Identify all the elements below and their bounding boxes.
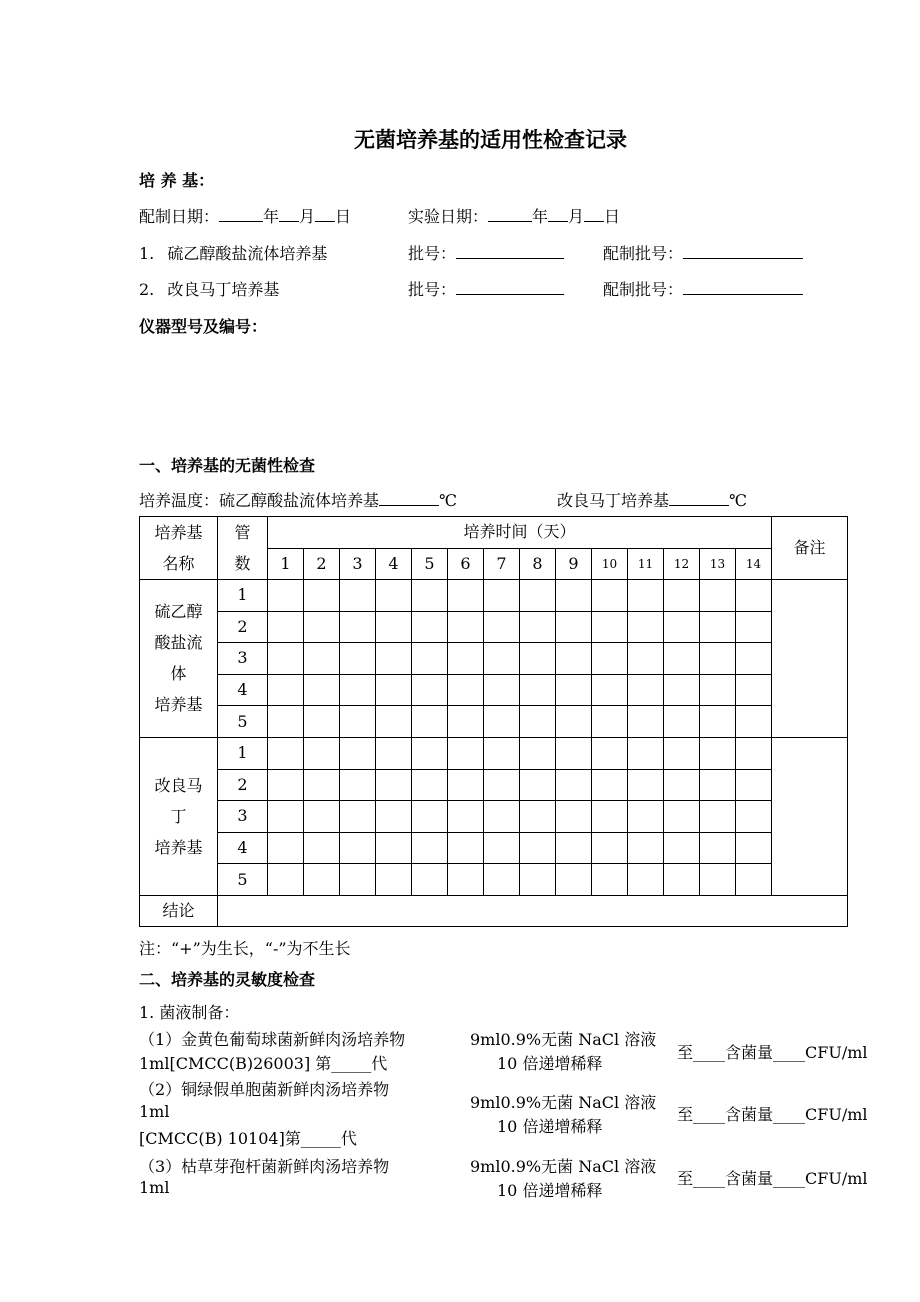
result-cell[interactable] bbox=[592, 864, 628, 896]
day-header: 12 bbox=[664, 548, 700, 580]
prep-date-row bbox=[139, 204, 351, 227]
result-cell[interactable] bbox=[736, 674, 772, 706]
result-cell[interactable] bbox=[736, 643, 772, 675]
result-cell[interactable] bbox=[520, 643, 556, 675]
prep-batch-label: 配制批号： bbox=[603, 280, 684, 299]
result-cell[interactable] bbox=[700, 737, 736, 769]
result-cell[interactable] bbox=[520, 832, 556, 864]
result-cell[interactable] bbox=[736, 706, 772, 738]
batch-field[interactable] bbox=[456, 280, 564, 295]
result-cell[interactable] bbox=[412, 864, 448, 896]
result-cell[interactable] bbox=[736, 737, 772, 769]
result-cell[interactable] bbox=[736, 580, 772, 612]
result-cell[interactable] bbox=[448, 611, 484, 643]
result-cell[interactable] bbox=[412, 674, 448, 706]
medium-name: 改良马丁培养基 bbox=[167, 280, 280, 299]
header-remark: 备注 bbox=[772, 517, 848, 580]
year-label: 年 bbox=[263, 207, 280, 226]
result-cell[interactable] bbox=[700, 580, 736, 612]
result-cell[interactable] bbox=[484, 769, 520, 801]
result-cell[interactable] bbox=[664, 832, 700, 864]
batch-row-2 bbox=[408, 277, 564, 300]
day-header: 14 bbox=[736, 548, 772, 580]
strain-3-line1: （3）枯草芽孢杆菌新鲜肉汤培养物 bbox=[139, 1157, 390, 1176]
medium-name-line: 酸盐流 bbox=[154, 633, 203, 653]
temp-unit: ℃ bbox=[729, 491, 747, 510]
result-cell[interactable] bbox=[700, 832, 736, 864]
result-cell[interactable] bbox=[484, 864, 520, 896]
section2-sub1: 1. 菌液制备： bbox=[139, 1003, 240, 1022]
result-cell[interactable] bbox=[736, 832, 772, 864]
result-cell[interactable] bbox=[520, 674, 556, 706]
result-cell[interactable] bbox=[556, 580, 592, 612]
conclusion-cell[interactable] bbox=[218, 895, 848, 926]
result-cell[interactable] bbox=[376, 737, 412, 769]
strain-2-line1: （2）铜绿假单胞菌新鲜肉汤培养物 bbox=[139, 1080, 390, 1099]
result-cell[interactable] bbox=[556, 737, 592, 769]
result-cell[interactable] bbox=[484, 801, 520, 833]
strain-1-line1: （1）金黄色葡萄球菌新鲜肉汤培养物 bbox=[139, 1030, 406, 1049]
result-cell[interactable] bbox=[664, 737, 700, 769]
result-cell[interactable] bbox=[340, 769, 376, 801]
header-text: 培养基 bbox=[154, 523, 203, 542]
table-row bbox=[140, 864, 848, 896]
test-date-label: 实验日期： bbox=[408, 207, 489, 226]
temp-row bbox=[139, 488, 457, 511]
result-cell[interactable] bbox=[448, 801, 484, 833]
result-cell[interactable] bbox=[376, 769, 412, 801]
result-cell[interactable] bbox=[448, 674, 484, 706]
result-3: 至____含菌量____CFU/ml bbox=[677, 1169, 868, 1188]
result-cell[interactable] bbox=[304, 611, 340, 643]
result-cell[interactable] bbox=[700, 769, 736, 801]
batch-label: 批号： bbox=[408, 280, 457, 299]
result-cell[interactable] bbox=[340, 674, 376, 706]
result-cell[interactable] bbox=[412, 769, 448, 801]
day-header: 5 bbox=[412, 548, 448, 580]
result-cell[interactable] bbox=[412, 832, 448, 864]
medium-number: 2. bbox=[139, 280, 155, 299]
batch-field[interactable] bbox=[456, 244, 564, 259]
result-cell[interactable] bbox=[304, 674, 340, 706]
result-cell[interactable] bbox=[520, 737, 556, 769]
prep-year-field[interactable] bbox=[219, 207, 263, 222]
result-cell[interactable] bbox=[412, 737, 448, 769]
result-cell[interactable] bbox=[340, 580, 376, 612]
header-text: 管 bbox=[234, 523, 251, 542]
result-cell[interactable] bbox=[484, 580, 520, 612]
result-cell[interactable] bbox=[412, 580, 448, 612]
header-culture-time: 培养时间（天） bbox=[268, 517, 772, 549]
result-cell[interactable] bbox=[340, 706, 376, 738]
instrument-label: 仪器型号及编号： bbox=[139, 317, 268, 336]
result-cell[interactable] bbox=[520, 611, 556, 643]
medium-name-cell bbox=[140, 737, 218, 895]
result-cell[interactable] bbox=[592, 674, 628, 706]
day-label: 日 bbox=[604, 207, 621, 226]
tube-number: 3 bbox=[218, 801, 268, 833]
result-cell[interactable] bbox=[340, 832, 376, 864]
strain-1-line2: 1ml[CMCC(B)26003] 第_____代 bbox=[139, 1054, 388, 1073]
prep-day-field[interactable] bbox=[315, 207, 335, 222]
result-cell[interactable] bbox=[592, 580, 628, 612]
month-label: 月 bbox=[299, 207, 316, 226]
remark-cell[interactable] bbox=[772, 737, 848, 895]
result-cell[interactable] bbox=[340, 643, 376, 675]
result-cell[interactable] bbox=[412, 643, 448, 675]
result-cell[interactable] bbox=[700, 706, 736, 738]
medium-name-line: 体 bbox=[170, 664, 187, 684]
result-cell[interactable] bbox=[628, 864, 664, 896]
result-cell[interactable] bbox=[628, 801, 664, 833]
result-cell[interactable] bbox=[484, 832, 520, 864]
batch-row-1 bbox=[408, 241, 564, 264]
prep-batch-row-1 bbox=[603, 241, 803, 264]
tube-number: 4 bbox=[218, 674, 268, 706]
temp-field-2[interactable] bbox=[669, 491, 729, 506]
result-cell[interactable] bbox=[268, 737, 304, 769]
result-cell[interactable] bbox=[268, 611, 304, 643]
medium-name-line: 丁 bbox=[170, 806, 187, 826]
day-header: 1 bbox=[268, 548, 304, 580]
medium-number: 1. bbox=[139, 244, 155, 263]
section1-heading: 一、培养基的无菌性检查 bbox=[139, 456, 316, 475]
dilution-2-line1: 9ml0.9%无菌 NaCl 溶液 bbox=[470, 1093, 657, 1112]
test-month-field[interactable] bbox=[548, 207, 568, 222]
result-cell[interactable] bbox=[448, 769, 484, 801]
result-1: 至____含菌量____CFU/ml bbox=[677, 1043, 868, 1062]
tube-number: 5 bbox=[218, 864, 268, 896]
result-cell[interactable] bbox=[664, 864, 700, 896]
prep-batch-label: 配制批号： bbox=[603, 244, 684, 263]
result-cell[interactable] bbox=[592, 706, 628, 738]
result-cell[interactable] bbox=[520, 769, 556, 801]
result-cell[interactable] bbox=[484, 674, 520, 706]
day-header: 4 bbox=[376, 548, 412, 580]
result-cell[interactable] bbox=[484, 706, 520, 738]
result-cell[interactable] bbox=[736, 611, 772, 643]
result-cell[interactable] bbox=[736, 864, 772, 896]
table-row bbox=[140, 737, 848, 769]
result-cell[interactable] bbox=[376, 832, 412, 864]
day-header: 7 bbox=[484, 548, 520, 580]
prep-batch-field[interactable] bbox=[683, 244, 803, 259]
result-cell[interactable] bbox=[556, 611, 592, 643]
header-medium-name bbox=[140, 517, 218, 580]
batch-label: 批号： bbox=[408, 244, 457, 263]
result-cell[interactable] bbox=[376, 643, 412, 675]
result-cell[interactable] bbox=[304, 864, 340, 896]
section2-heading: 二、培养基的灵敏度检查 bbox=[139, 970, 316, 989]
table-row bbox=[140, 769, 848, 801]
result-cell[interactable] bbox=[700, 611, 736, 643]
sterility-table bbox=[139, 516, 848, 927]
result-cell[interactable] bbox=[556, 706, 592, 738]
tube-number: 2 bbox=[218, 611, 268, 643]
result-cell[interactable] bbox=[268, 864, 304, 896]
day-label: 日 bbox=[335, 207, 352, 226]
result-cell[interactable] bbox=[304, 643, 340, 675]
result-cell[interactable] bbox=[448, 706, 484, 738]
tube-number: 5 bbox=[218, 706, 268, 738]
result-cell[interactable] bbox=[412, 706, 448, 738]
result-cell[interactable] bbox=[340, 801, 376, 833]
result-cell[interactable] bbox=[664, 674, 700, 706]
header-tube-count bbox=[218, 517, 268, 580]
result-cell[interactable] bbox=[520, 801, 556, 833]
day-header: 6 bbox=[448, 548, 484, 580]
result-cell[interactable] bbox=[340, 737, 376, 769]
medium-row-1 bbox=[139, 241, 327, 264]
tube-number: 4 bbox=[218, 832, 268, 864]
result-cell[interactable] bbox=[628, 611, 664, 643]
medium-name-line: 硫乙醇 bbox=[154, 602, 203, 622]
result-cell[interactable] bbox=[412, 801, 448, 833]
day-header: 3 bbox=[340, 548, 376, 580]
result-cell[interactable] bbox=[592, 737, 628, 769]
result-cell[interactable] bbox=[484, 643, 520, 675]
result-cell[interactable] bbox=[304, 801, 340, 833]
tube-number: 2 bbox=[218, 769, 268, 801]
result-cell[interactable] bbox=[700, 801, 736, 833]
day-header: 11 bbox=[628, 548, 664, 580]
day-header: 10 bbox=[592, 548, 628, 580]
result-cell[interactable] bbox=[556, 674, 592, 706]
prep-month-field[interactable] bbox=[279, 207, 299, 222]
test-year-field[interactable] bbox=[488, 207, 532, 222]
result-cell[interactable] bbox=[448, 580, 484, 612]
test-date-row bbox=[408, 204, 620, 227]
medium-name-line: 改良马 bbox=[154, 775, 203, 795]
table-row bbox=[140, 832, 848, 864]
day-header: 13 bbox=[700, 548, 736, 580]
header-text: 数 bbox=[234, 554, 251, 573]
table-row bbox=[140, 580, 848, 612]
result-cell[interactable] bbox=[412, 611, 448, 643]
temp-label-2: 改良马丁培养基 bbox=[557, 491, 670, 510]
result-cell[interactable] bbox=[700, 643, 736, 675]
table-row bbox=[140, 611, 848, 643]
result-cell[interactable] bbox=[376, 801, 412, 833]
result-cell[interactable] bbox=[304, 832, 340, 864]
result-cell[interactable] bbox=[520, 580, 556, 612]
month-label: 月 bbox=[568, 207, 585, 226]
day-header: 2 bbox=[304, 548, 340, 580]
result-cell[interactable] bbox=[628, 643, 664, 675]
prep-date-label: 配制日期： bbox=[139, 207, 220, 226]
medium-name-line: 培养基 bbox=[154, 695, 203, 715]
strain-2-line3: [CMCC(B) 10104]第_____代 bbox=[139, 1129, 357, 1148]
result-cell[interactable] bbox=[304, 706, 340, 738]
day-header: 8 bbox=[520, 548, 556, 580]
result-cell[interactable] bbox=[340, 611, 376, 643]
page-title: 无菌培养基的适用性检查记录 bbox=[354, 128, 627, 152]
result-cell[interactable] bbox=[304, 580, 340, 612]
table-row bbox=[140, 706, 848, 738]
day-header: 9 bbox=[556, 548, 592, 580]
prep-batch-row-2 bbox=[603, 277, 803, 300]
remark-cell[interactable] bbox=[772, 580, 848, 738]
medium-row-2 bbox=[139, 277, 279, 300]
result-cell[interactable] bbox=[484, 611, 520, 643]
result-cell[interactable] bbox=[376, 580, 412, 612]
result-cell[interactable] bbox=[556, 769, 592, 801]
result-cell[interactable] bbox=[664, 580, 700, 612]
result-cell[interactable] bbox=[664, 801, 700, 833]
dilution-1-line2: 10 倍递增稀释 bbox=[497, 1054, 603, 1073]
result-cell[interactable] bbox=[268, 706, 304, 738]
temp-row-2 bbox=[557, 488, 747, 511]
temp-field-1[interactable] bbox=[379, 491, 439, 506]
result-cell[interactable] bbox=[628, 737, 664, 769]
medium-label: 培 养 基： bbox=[139, 171, 215, 190]
result-cell[interactable] bbox=[376, 611, 412, 643]
result-cell[interactable] bbox=[448, 864, 484, 896]
result-cell[interactable] bbox=[700, 864, 736, 896]
result-cell[interactable] bbox=[628, 832, 664, 864]
result-cell[interactable] bbox=[664, 706, 700, 738]
temp-label: 培养温度：硫乙醇酸盐流体培养基 bbox=[139, 491, 380, 510]
result-cell[interactable] bbox=[376, 864, 412, 896]
tube-number: 1 bbox=[218, 580, 268, 612]
result-cell[interactable] bbox=[592, 611, 628, 643]
result-cell[interactable] bbox=[628, 706, 664, 738]
result-cell[interactable] bbox=[664, 611, 700, 643]
result-2: 至____含菌量____CFU/ml bbox=[677, 1105, 868, 1124]
result-cell[interactable] bbox=[664, 643, 700, 675]
table-row bbox=[140, 801, 848, 833]
table-row bbox=[140, 674, 848, 706]
year-label: 年 bbox=[532, 207, 549, 226]
strain-2-line2: 1ml bbox=[139, 1102, 170, 1121]
result-cell[interactable] bbox=[268, 580, 304, 612]
test-day-field[interactable] bbox=[584, 207, 604, 222]
dilution-3-line1: 9ml0.9%无菌 NaCl 溶液 bbox=[470, 1157, 657, 1176]
table-row bbox=[140, 643, 848, 675]
result-cell[interactable] bbox=[736, 801, 772, 833]
strain-3-line2: 1ml bbox=[139, 1178, 170, 1197]
result-cell[interactable] bbox=[448, 737, 484, 769]
tube-number: 3 bbox=[218, 643, 268, 675]
result-cell[interactable] bbox=[556, 643, 592, 675]
result-cell[interactable] bbox=[628, 769, 664, 801]
tube-number: 1 bbox=[218, 737, 268, 769]
result-cell[interactable] bbox=[268, 801, 304, 833]
result-cell[interactable] bbox=[448, 643, 484, 675]
result-cell[interactable] bbox=[592, 769, 628, 801]
result-cell[interactable] bbox=[268, 769, 304, 801]
result-cell[interactable] bbox=[664, 769, 700, 801]
dilution-2-line2: 10 倍递增稀释 bbox=[497, 1117, 603, 1136]
result-cell[interactable] bbox=[376, 706, 412, 738]
result-cell[interactable] bbox=[304, 769, 340, 801]
result-cell[interactable] bbox=[520, 706, 556, 738]
result-cell[interactable] bbox=[736, 769, 772, 801]
conclusion-label: 结论 bbox=[140, 895, 218, 926]
result-cell[interactable] bbox=[268, 674, 304, 706]
medium-name-line: 培养基 bbox=[154, 837, 203, 857]
result-cell[interactable] bbox=[628, 580, 664, 612]
dilution-1-line1: 9ml0.9%无菌 NaCl 溶液 bbox=[470, 1030, 657, 1049]
medium-name: 硫乙醇酸盐流体培养基 bbox=[167, 244, 328, 263]
result-cell[interactable] bbox=[628, 674, 664, 706]
temp-unit: ℃ bbox=[439, 491, 457, 510]
medium-name-cell bbox=[140, 580, 218, 738]
result-cell[interactable] bbox=[376, 674, 412, 706]
result-cell[interactable] bbox=[556, 864, 592, 896]
note: 注：“+”为生长，“-”为不生长 bbox=[139, 939, 351, 958]
result-cell[interactable] bbox=[484, 737, 520, 769]
result-cell[interactable] bbox=[592, 832, 628, 864]
result-cell[interactable] bbox=[304, 737, 340, 769]
result-cell[interactable] bbox=[592, 643, 628, 675]
result-cell[interactable] bbox=[700, 674, 736, 706]
result-cell[interactable] bbox=[268, 643, 304, 675]
result-cell[interactable] bbox=[592, 801, 628, 833]
result-cell[interactable] bbox=[268, 832, 304, 864]
result-cell[interactable] bbox=[556, 801, 592, 833]
result-cell[interactable] bbox=[448, 832, 484, 864]
dilution-3-line2: 10 倍递增稀释 bbox=[497, 1181, 603, 1200]
result-cell[interactable] bbox=[520, 864, 556, 896]
result-cell[interactable] bbox=[340, 864, 376, 896]
header-text: 名称 bbox=[162, 554, 195, 573]
prep-batch-field[interactable] bbox=[683, 280, 803, 295]
result-cell[interactable] bbox=[556, 832, 592, 864]
